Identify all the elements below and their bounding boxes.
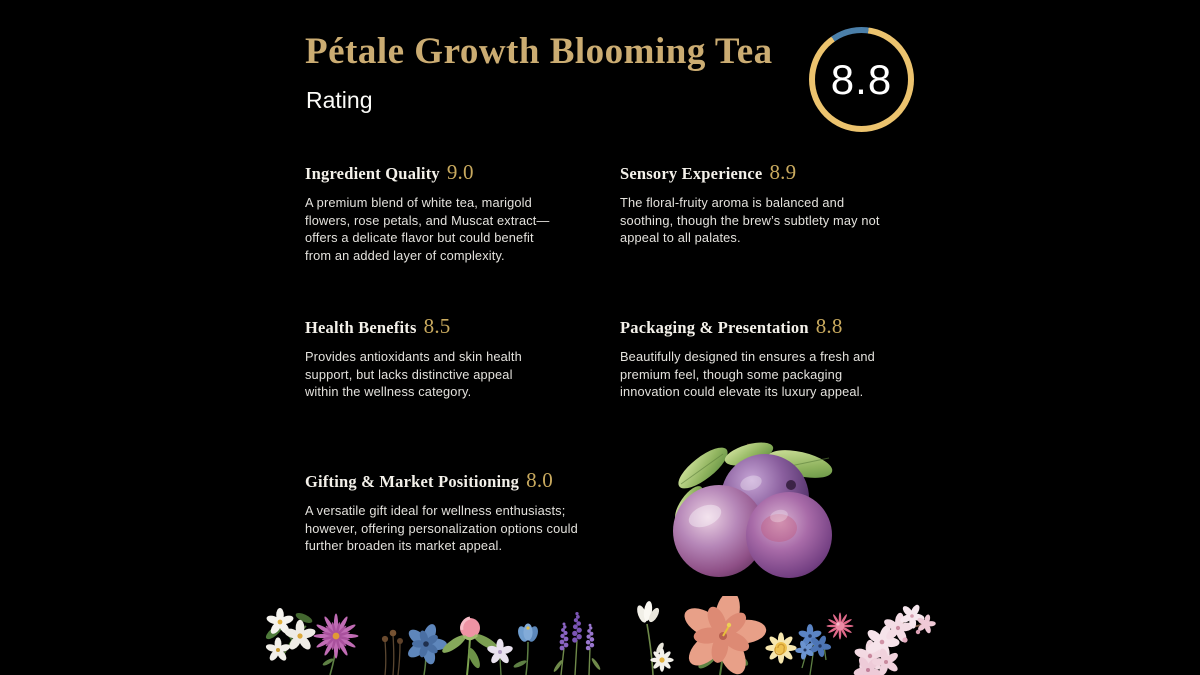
category-packaging-presentation: [620, 314, 894, 401]
category-score: 8.8: [815, 314, 843, 338]
category-health-benefits: [305, 314, 547, 401]
category-description: A versatile gift ideal for wellness enthusiasts; however, offering personalization options could further broaden its market appeal.: [305, 503, 578, 553]
overall-score-gauge: [809, 27, 914, 132]
plums-illustration: [653, 428, 843, 578]
category-name: Health Benefits: [305, 318, 417, 337]
category-description: Provides antioxidants and skin health support, but lacks distinctive appeal within the wellness category.: [305, 349, 522, 399]
page-title: Pétale Growth Blooming Tea: [305, 31, 773, 72]
overall-score-value: 8.8: [830, 55, 893, 103]
category-sensory-experience: [620, 160, 894, 247]
category-name: Gifting & Market Positioning: [305, 472, 520, 491]
white-blossoms: [264, 608, 317, 662]
category-score: 9.0: [446, 160, 474, 184]
page-subtitle: Rating: [306, 87, 373, 113]
category-name: Sensory Experience: [620, 164, 763, 183]
category-description: The floral-fruity aroma is balanced and soothing, though the brew’s subtlety may not appeal to all palates.: [620, 195, 880, 245]
category-description: A premium blend of white tea, marigold flowers, rose petals, and Muscat extract—offers a delicate flavor but could benefit from an added layer of complexity.: [305, 195, 550, 263]
pink-aster: [314, 614, 359, 675]
yellow-rose: [765, 632, 796, 663]
pink-carnation: [827, 613, 854, 640]
seed-pods: [382, 630, 403, 675]
category-name: Packaging & Presentation: [620, 318, 809, 337]
blue-flower-cluster: [791, 624, 835, 675]
category-score: 8.9: [769, 160, 797, 184]
category-score: 8.0: [526, 468, 553, 492]
blue-tulip: [513, 624, 540, 675]
peach-hibiscus: [670, 596, 776, 675]
category-score: 8.5: [423, 314, 451, 338]
category-name: Ingredient Quality: [305, 164, 440, 183]
lavender-sprigs: [553, 612, 602, 675]
cherry-blossom-branch: [847, 599, 938, 675]
gauge-inner-disc: [815, 33, 908, 126]
category-gifting-market-positioning: [305, 468, 591, 555]
flower-border-illustration: [258, 596, 938, 675]
category-description: Beautifully designed tin ensures a fresh and premium feel, though some packaging innovation could elevate its luxury appeal.: [620, 349, 875, 399]
white-lily: [635, 601, 674, 675]
category-ingredient-quality: [305, 160, 561, 264]
